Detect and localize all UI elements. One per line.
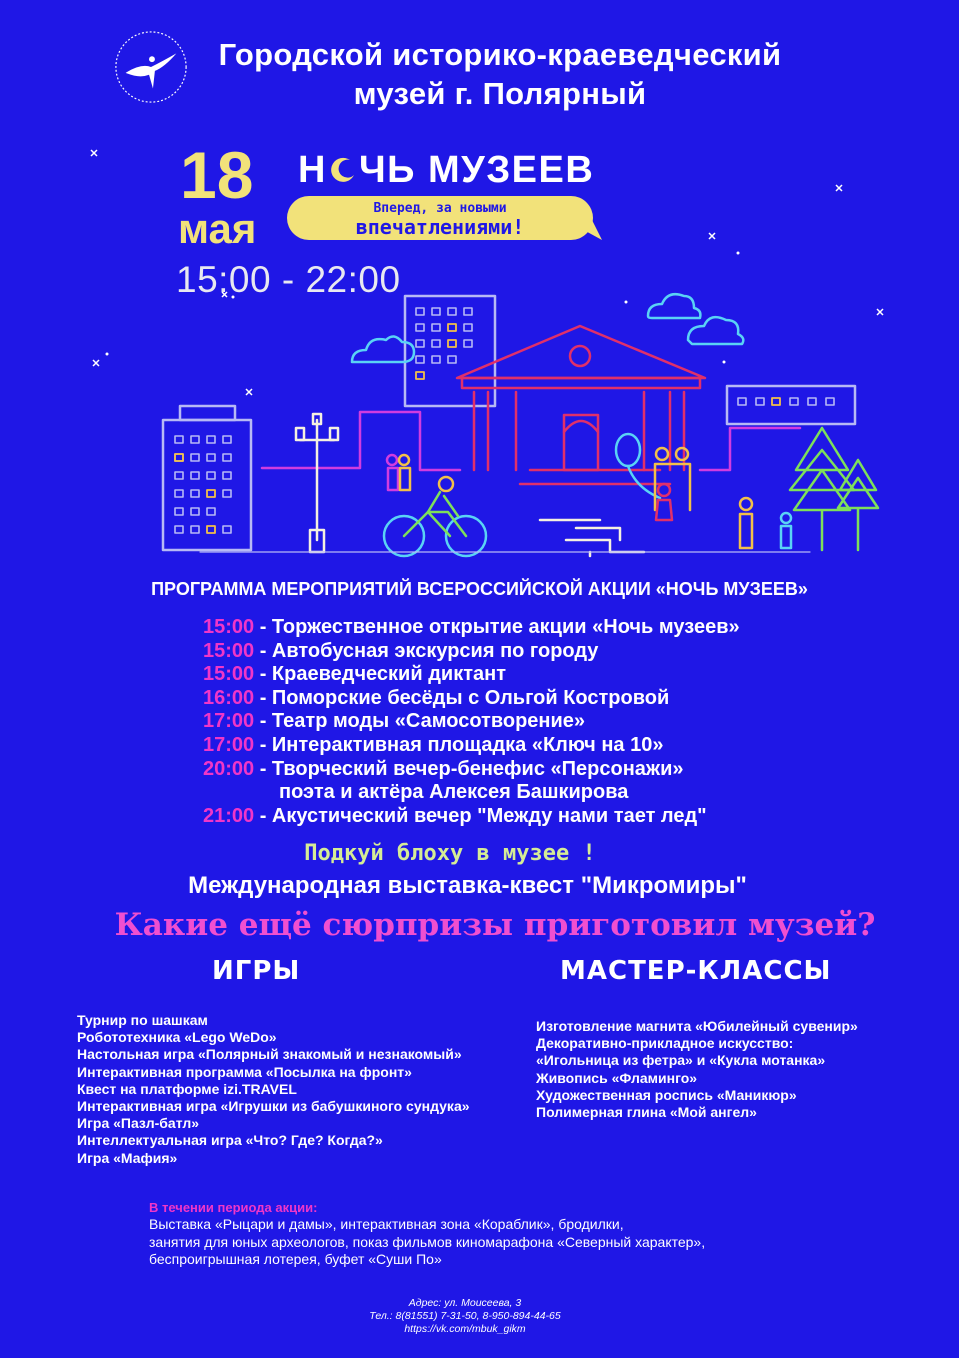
footer-address: Адрес: ул. Моисеева, 3	[408, 1297, 522, 1309]
schedule-text: поэта и актёра Алексея Башкирова	[279, 781, 629, 804]
workshops-item: Полимерная глина «Мой ангел»	[536, 1104, 757, 1121]
program-header: ПРОГРАММА МЕРОПРИЯТИЙ ВСЕРОССИЙСКОЙ АКЦИИ «НОЧЬ МУЗЕЕВ»	[151, 579, 808, 599]
workshops-item: Изготовление магнита «Юбилейный сувенир»	[536, 1018, 858, 1034]
schedule-item	[203, 639, 598, 663]
workshops-list	[536, 1018, 858, 1121]
schedule-item	[203, 733, 663, 757]
event-date-month: мая	[178, 205, 257, 252]
slogan-tail-icon	[578, 220, 604, 242]
games-item: Квест на платформе izi.TRAVEL	[77, 1080, 297, 1097]
period-title: В течении периода акции:	[149, 1200, 318, 1215]
period-line: беспроигрышная лотерея, буфет «Суши По»	[149, 1251, 442, 1267]
event-date-day: 18	[180, 138, 254, 212]
schedule-item	[203, 757, 684, 781]
schedule-time: 17:00	[203, 734, 255, 756]
neon-city-illustration	[0, 280, 959, 570]
period-text	[149, 1216, 705, 1269]
schedule-item	[203, 804, 707, 828]
schedule-text: - Торжественное открытие акции «Ночь музеев»	[254, 616, 740, 638]
games-item: Игра «Мафия»	[77, 1149, 178, 1166]
quest-slogan: Подкуй блоху в музее !	[304, 841, 596, 866]
event-title	[298, 148, 594, 192]
schedule-time: 15:00	[203, 663, 255, 686]
schedule-item	[203, 709, 585, 733]
schedule-item	[203, 662, 506, 686]
event-title-part1: Н	[298, 149, 327, 191]
schedule-time: 15:00	[203, 639, 255, 662]
games-header: ИГРЫ	[212, 956, 301, 986]
footer-url[interactable]: https://vk.com/mbuk_gikm	[404, 1323, 526, 1335]
games-item: Игра «Пазл-батл»	[77, 1115, 200, 1132]
crescent-moon-icon	[328, 155, 358, 185]
schedule-item-continuation	[279, 780, 628, 804]
period-line: занятия для юных археологов, показ фильмов киномарафона «Северный характер»,	[149, 1233, 706, 1250]
schedule-text: - Поморские бесёды с Ольгой Костровой	[254, 686, 670, 709]
games-list	[77, 1012, 470, 1167]
games-item: Интеллектуальная игра «Что? Где? Когда?»	[77, 1132, 383, 1149]
schedule-time: 15:00	[203, 616, 255, 638]
workshops-header: МАСТЕР-КЛАССЫ	[560, 956, 832, 986]
schedule-text: - Интерактивная площадка «Ключ на 10»	[254, 734, 664, 756]
footer	[0, 1297, 930, 1336]
museum-title-line1: Городской историко-краеведческий	[218, 37, 782, 72]
schedule-item	[203, 615, 740, 639]
games-item: Робототехника «Lego WeDo»	[77, 1029, 277, 1046]
schedule-time: 21:00	[203, 804, 255, 827]
event-title-part2: ЧЬ МУЗЕЕВ	[358, 149, 595, 191]
workshops-item: «Игольница из фетра» и «Кукла мотанка»	[536, 1052, 826, 1069]
surprises-title: Какие ещё сюрпризы приготовил музей?	[114, 907, 876, 943]
schedule-time: 20:00	[203, 757, 255, 780]
period-line: Выставка «Рыцари и дамы», интерактивная зона «Кораблик», бродилки,	[149, 1216, 624, 1232]
schedule-text: - Автобусная экскурсия по городу	[254, 639, 599, 662]
schedule-text: - Акустический вечер "Между нами тает лед"	[254, 804, 707, 827]
games-item: Настольная игра «Полярный знакомый и незнакомый»	[77, 1046, 462, 1063]
slogan-line1: Вперед, за новыми	[373, 201, 507, 216]
schedule-time: 17:00	[203, 710, 255, 733]
schedule-text: - Краеведческий диктант	[254, 663, 506, 686]
quest-title: Международная выставка-квест "Микромиры"	[188, 872, 747, 899]
games-item: Интерактивная программа «Посылка на фронт»	[77, 1063, 412, 1080]
schedule-text: - Творческий вечер-бенефис «Персонажи»	[254, 757, 684, 780]
slogan-bubble	[287, 196, 593, 240]
schedule-item	[203, 686, 669, 710]
slogan-line2: впечатлениями!	[355, 215, 525, 239]
event-time-range: 15:00 - 22:00	[176, 259, 401, 300]
games-item: Турнир по шашкам	[77, 1012, 208, 1028]
footer-phone: Тел.: 8(81551) 7-31-50, 8-950-894-44-65	[369, 1310, 561, 1322]
schedule-text: - Театр моды «Самосотворение»	[254, 710, 586, 733]
schedule-time: 16:00	[203, 686, 255, 709]
workshops-item: Художественная роспись «Маникюр»	[536, 1086, 797, 1103]
museum-title-line2: музей г. Полярный	[353, 76, 647, 111]
games-item: Интерактивная игра «Игрушки из бабушкиного сундука»	[77, 1098, 470, 1115]
workshops-item: Живопись «Фламинго»	[536, 1069, 698, 1086]
workshops-item: Декоративно-прикладное искусство:	[536, 1035, 794, 1052]
